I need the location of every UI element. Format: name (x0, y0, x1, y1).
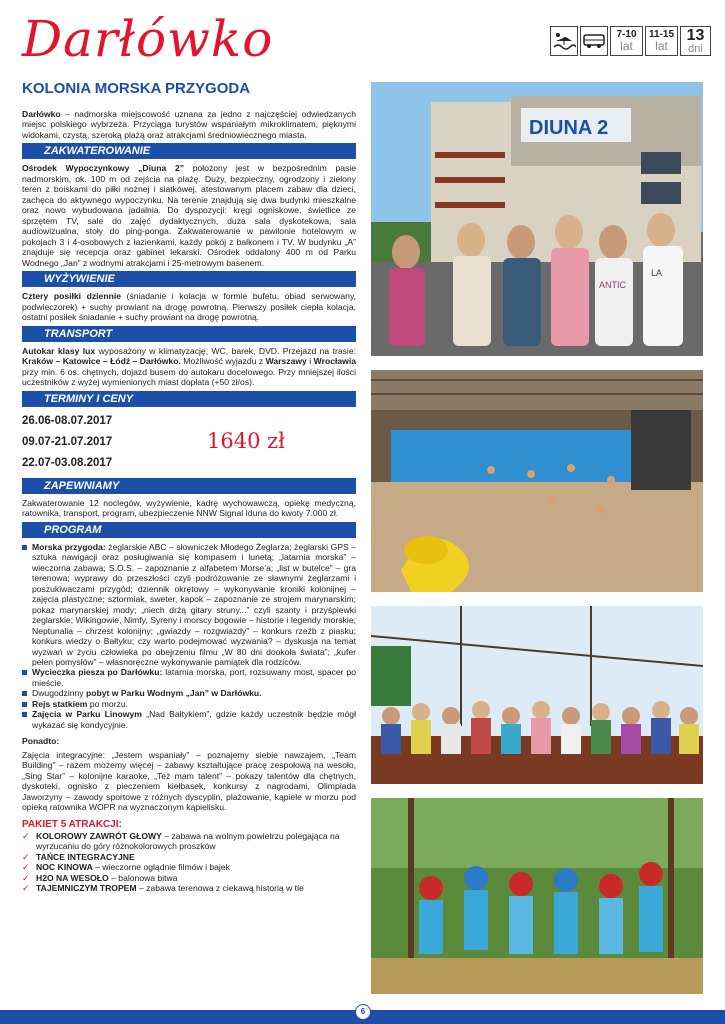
section-program: PROGRAM (22, 522, 356, 538)
page-subtitle: KOLONIA MORSKA PRZYGODA (22, 80, 251, 97)
age-unit: lat (655, 39, 668, 53)
transport-text: Autokar klasy lux wyposażony w klimatyzację, WC, barek, DVD. Przejazd na trasie: Kraków – Katowice – Łódź – Darłówko. Możliwość wyjazdu z Warszawy i Wrocławia przy min. 6 os. chętnych, dojazd busem do autokaru docelowego. Przy mniejszej ilości uczestników z wyżej wymienionych miast dopłata (+50 zł/os). (22, 345, 356, 388)
page-title: Darłówko (22, 10, 274, 68)
guarantee-text: Zakwaterowanie 12 noclegów, wyżywienie, kadrę wychowawczą, opiekę medyczną, ratownika, transport, program, ubezpieczenie NNW Signal Iduna do kwoty 7.000 zł. (22, 497, 356, 519)
program-item: Zajęcia w Parku Linowym „Nad Bałtykiem”, gdzie każdy uczestnik będzie mógł wykazać się kondycyjnie. (22, 709, 356, 730)
attractions-list (22, 831, 356, 894)
food-text: Cztery posiłki dziennie (śniadanie i kolacja w formie bufetu, obiad serwowany, podwieczorek) + suchy prowiant na drogę powrotną. Pierwszy posiłek ciepła kolacja, ostatni posiłek śniadanie + suchy prowiant na drogę powrotną. (22, 291, 356, 323)
attraction-item: ✓ TAŃCE INTEGRACYJNE (22, 852, 356, 862)
terms-block (22, 411, 356, 474)
attraction-item: ✓ TAJEMNICZYM TROPEM – zabawa terenowa z ciekawą historią w tle (22, 883, 356, 893)
beach-icon (550, 26, 578, 56)
shirt-text: LA (651, 268, 663, 278)
age-badge-1 (610, 26, 643, 56)
date-list (22, 411, 207, 474)
section-terms: TERMINY I CENY (22, 391, 356, 407)
price: 1640 zł (207, 429, 285, 454)
page-footer (0, 1007, 725, 1024)
page-number: 6 (355, 1004, 371, 1020)
program-item: Morska przygoda: żeglarskie ABC – słowniczek Młodego Żeglarza; żeglarski GPS – sztuka nawigacji oraz posługiwania się kompasem i lunetą; „latarnia morska” – wieczorna zabawa; S.O.S. – zapoznanie z alfabetem Morse’a; „list w butelce” – gra terenowa; wyprawy do przeszłości czyli podróżowanie ze sławnymi żeglarzami i poszukiwaczami przygód; dziennik okrętowy – wykonywanie kroniki kolonijnej – zajęcia plastyczne; sztormiak, sweter, kapok – zapoznanie ze strojem marynarskim; pokaz marynarskiej mody; „niech drżą gitary struny...” czyli szanty i przyśpiewki żeglarskie; Wikingowie, Nimfy, Syreny i morscy bogowie – historie i legendy morskie; Neptunalia – chrzest kolonijny; „gwiazdy – rozgwiazdy” – konkurs rzeźb z piasku; konkurs wiedzy o Bałtyku; czy warto podejmować wyzwania? – dyskusja na temat wyzwań w życiu człowieka po obejrzeniu filmu „W 80 dni dookoła świata”; „kufer pełen pomysłów” – własnoręczne wykonywanie pamiątek dla rodziców. (22, 542, 356, 668)
more-text: Zajęcia integracyjne: „Jestem wspaniały” – poznajemy siebie nawzajem, „Team Building” – razem możemy więcej – zabawy kształtujące pracę zespołową na wesoło, „Sing Star” – kolonijne karaoke, „Też mam talent” – pokazy talentów dla chętnych, dyskoteki, ognisko z pieczeniem kiełbasek, konkursy z nagrodami, Olimpiada Jaworzyny – zawody sportowe z różnych dyscyplin, plażowanie, kąpiele w morzu pod opieką ratownika WOPR na wyznaczonym kąpielisku. (22, 749, 356, 813)
badge-row (550, 26, 711, 56)
more-label: Ponadto: (22, 736, 60, 747)
date-item: 26.06-08.07.2017 (22, 414, 113, 427)
hotel-sign-text: DIUNA 2 (529, 117, 609, 139)
date-item: 22.07-03.08.2017 (22, 456, 113, 469)
photo-ship-group (371, 606, 703, 784)
attraction-item: ✓ H2O NA WESOŁO – balonowa bitwa (22, 873, 356, 883)
intro-text: Darłówko – nadmorska miejscowość uznana za jedno z najczęściej odwiedzanych miejsc polskiego wybrzeża. Przyciąga turystów wspaniałym mikroklimatem, pięknymi widokami, czystą, szeroką plażą oraz atrakcjami średniowiecznego miasta. (22, 109, 356, 140)
shirt-text: ANTIC (599, 280, 626, 290)
section-transport: TRANSPORT (22, 326, 356, 342)
program-item: Wycieczka piesza po Darłówku: latarnia morska, port, rozsuwany most, spacer po mieście. (22, 667, 356, 688)
attraction-item: ✓ NOC KINOWA – wieczorne oglądnie filmów i bajek (22, 862, 356, 872)
date-item: 09.07-21.07.2017 (22, 435, 113, 448)
program-list (22, 542, 356, 731)
program-item: Dwugodzinny pobyt w Parku Wodnym „Jan” w Darłówku. (22, 688, 356, 698)
photo-water-park (371, 370, 703, 592)
attractions-title: PAKIET 5 ATRAKCJI: (22, 818, 122, 830)
accommodation-text: Ośrodek Wypoczynkowy „Diuna 2” położony jest w bezpośrednim pasie nadmorskim, ok. 100 m od zejścia na plażę. Duży, bezpieczny, ogrodzony i zielony teren z boiskami do piłki nożnej i siatkówej, atestowanym placem zabaw dla dzieci, zachęca do aktywnego wypoczynku. Na terenie znajdują się dwa budynki mieszkalne oraz nowo wybudowana jadalnia. Do dyspozycji: kręgi ogniskowe, świetlice ze sprzętem TV, sale do zajęć dydaktycznych, duża sala dyskotekowa, sala audiowizualna, stoły do ping-ponga. Zakwaterowanie w pawilonie hotelowym w pokojach 3 i 4-osobowych z łazienkami, każdy pokój z balkonem i TV. W budynku „A” znajduje się recepcja oraz gabinet lekarski. Ośrodek oddalony 400 m od Parku Wodnego „Jan” z wodnymi atrakcjami i 25-metrowym basenem. (22, 163, 356, 268)
photo-rope-park (371, 798, 703, 994)
program-item: Rejs statkiem po morzu. (22, 699, 356, 709)
days-unit: dni (688, 42, 703, 55)
bus-icon (580, 26, 608, 56)
photo-hotel-group (371, 82, 703, 356)
main-column (22, 109, 356, 894)
age-range: 7-10 (616, 29, 637, 40)
age-unit: lat (620, 39, 633, 53)
section-food: WYŻYWIENIE (22, 271, 356, 287)
section-guarantee: ZAPEWNIAMY (22, 478, 356, 494)
days-count: 13 (686, 26, 705, 44)
days-badge (680, 26, 711, 56)
section-accommodation: ZAKWATEROWANIE (22, 143, 356, 159)
attraction-item: ✓ KOLOROWY ZAWRÓT GŁOWY – zabawa na wolnym powietrzu polegająca na wyrzucaniu do góry różnokolorowych proszków (22, 831, 356, 852)
age-range: 11-15 (648, 29, 675, 40)
age-badge-2 (645, 26, 678, 56)
